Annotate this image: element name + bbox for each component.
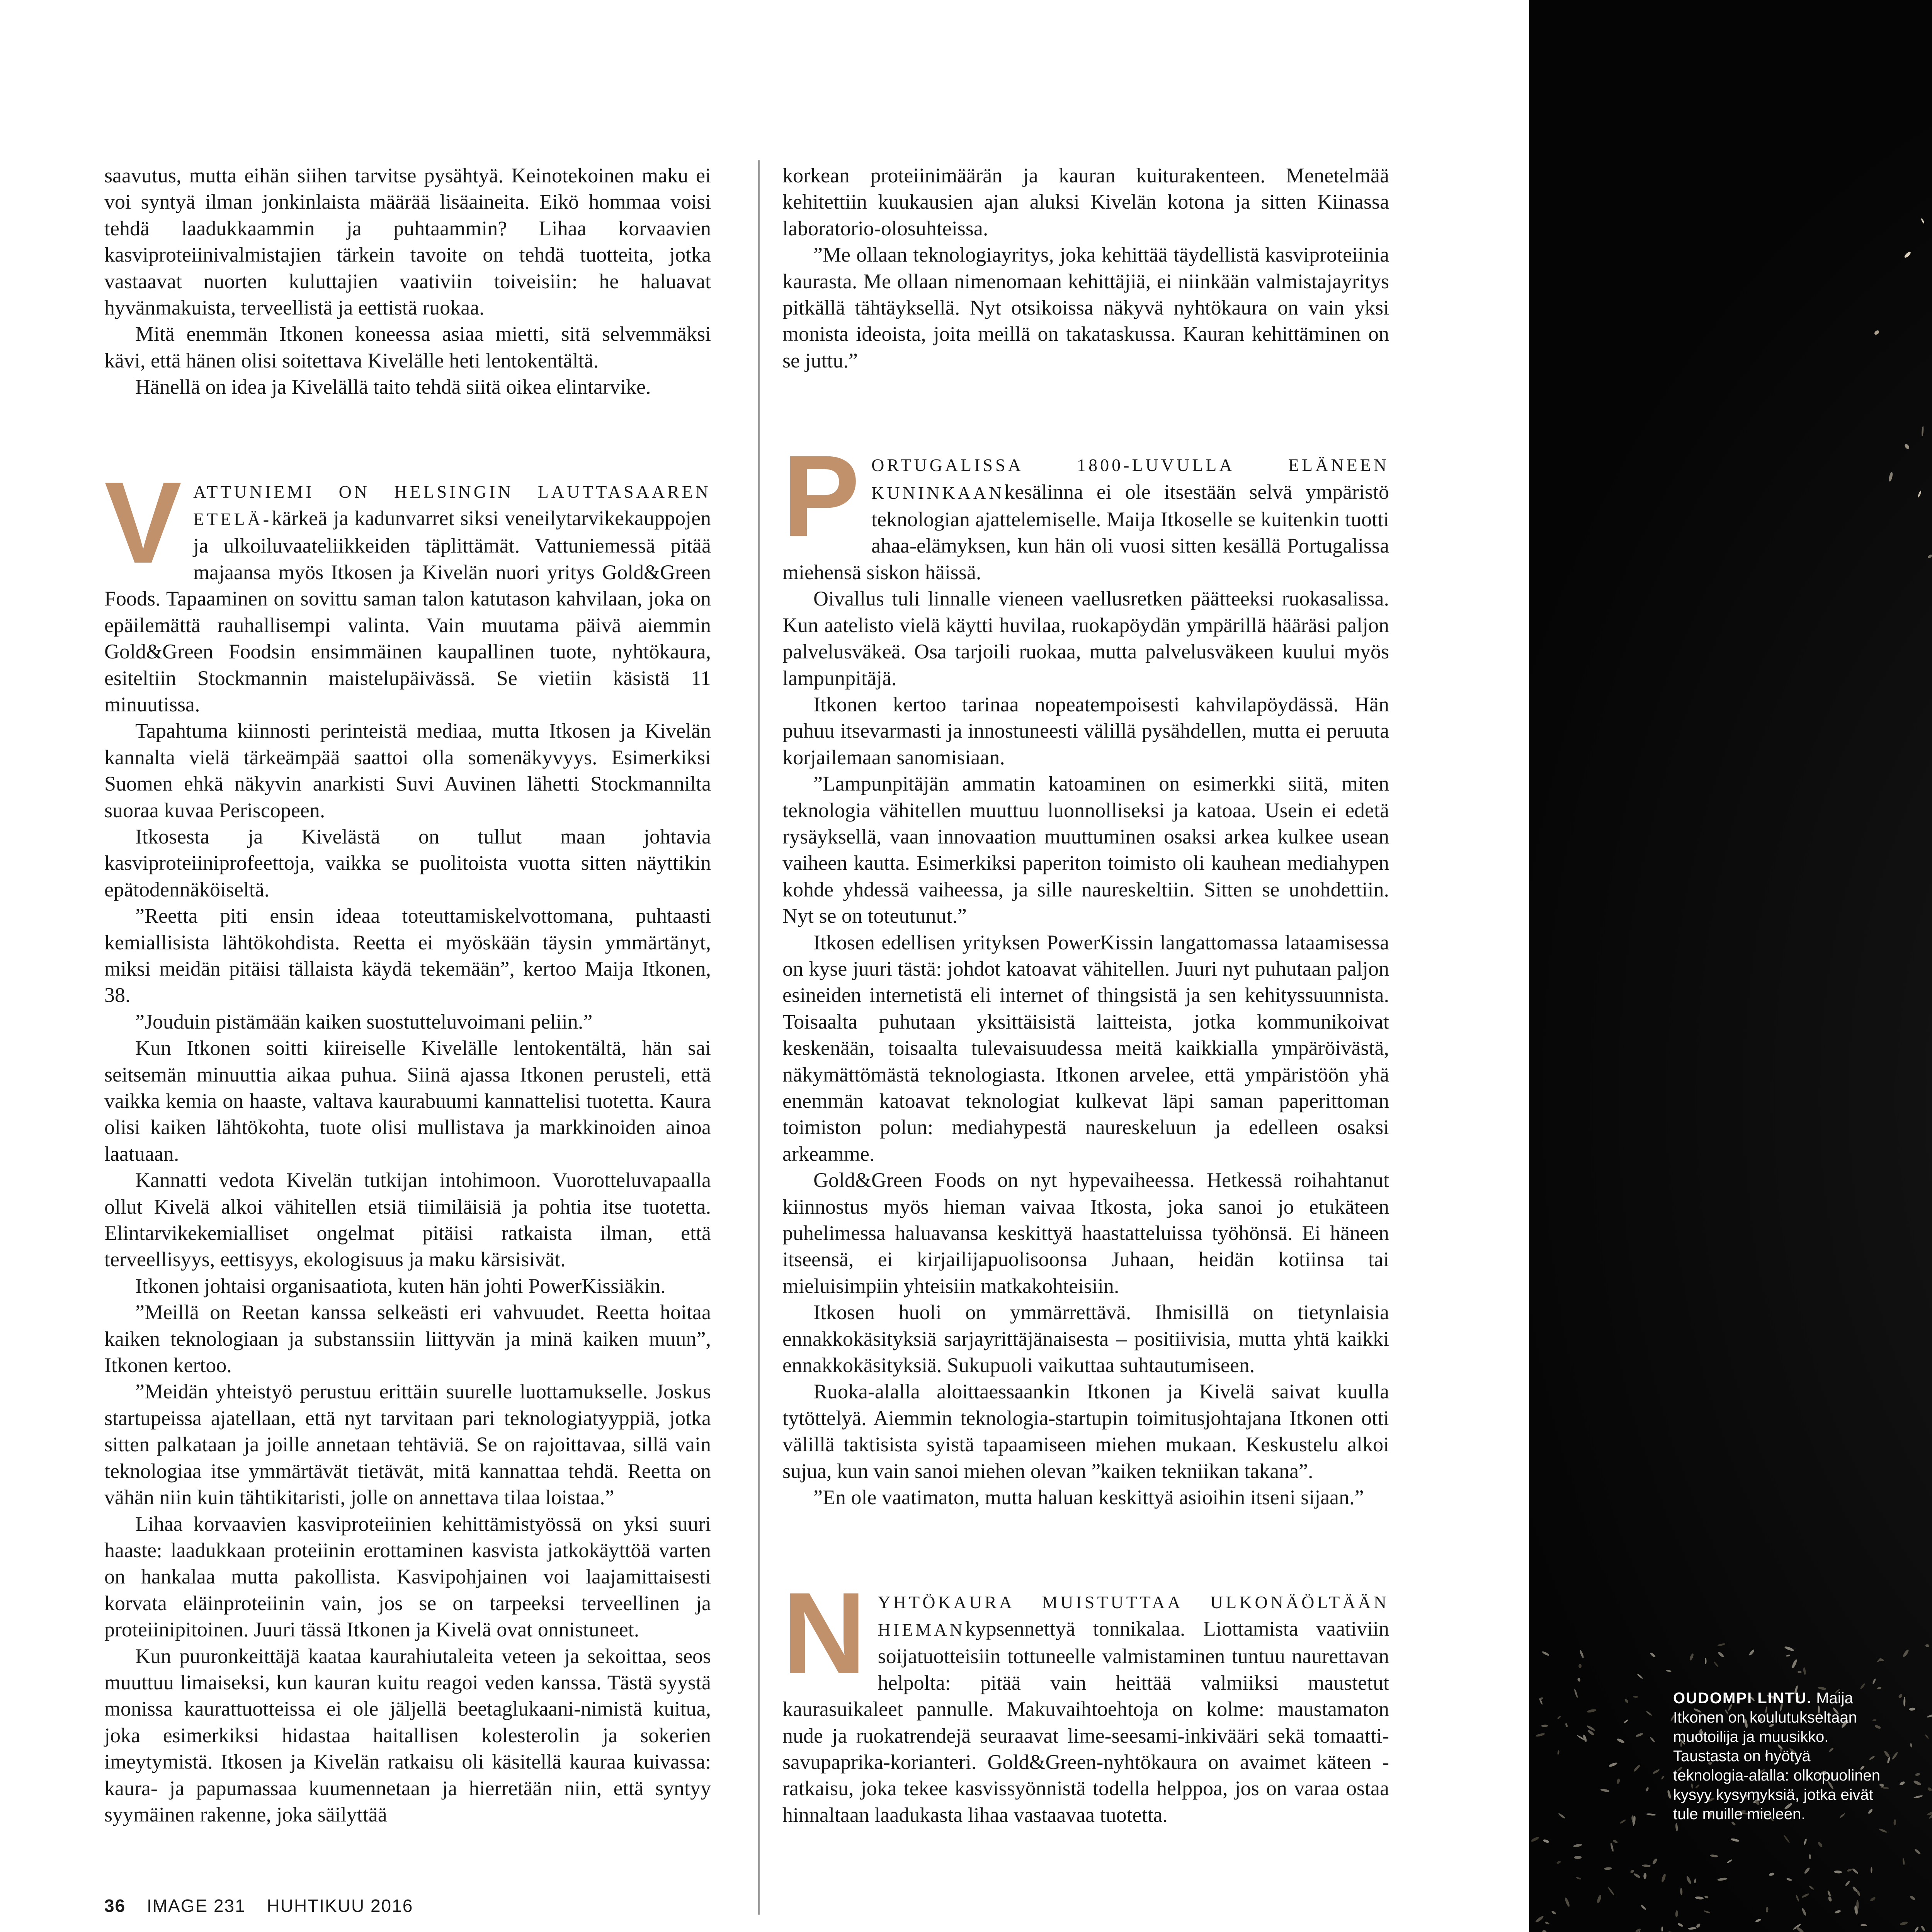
- drop-cap: V: [104, 457, 182, 587]
- photo-illustration: [1529, 0, 1932, 1932]
- issue-label: IMAGE 231: [146, 1896, 246, 1916]
- paragraph: ”En ole vaatimaton, mutta haluan keskittyä asioihin itseni sijaan.”: [813, 1486, 1364, 1509]
- paragraph: Hänellä on idea ja Kivelällä taito tehdä siitä oikea elintarvike.: [135, 375, 651, 399]
- paragraph: Ruoka-alalla aloittaessaankin Itkonen ja Kivelä saivat kuulla tytöttelyä. Aiemmin teknologia-startupin toimitusjohtajana Itkonen otti välillä taktisista syistä tapaamiseen miehen mukaan. Keskustelu alkoi sujua, kun vain sanoi miehen olevan ”kaiken tekniikan takana”.: [782, 1380, 1389, 1483]
- paragraph: Mitä enemmän Itkonen koneessa asiaa mietti, sitä selvemmäksi kävi, että hänen olisi soitettava Kivelälle heti lentokentältä.: [104, 322, 711, 372]
- paragraph: saavutus, mutta eihän siihen tarvitse pysähtyä. Keinotekoinen maku ei voi syntyä ilman jonkinlaista määrää lisäaineita. Eikö hommaa voisi tehdä laadukkaammin ja puhtaammin? Lihaa korvaavien kasviproteiinivalmistajien tärkein tavoite on tehdä tuotteita, jotka vastaavat nuorten kuluttajien vaativiin toiveisiin: he haluavat hyvänmakuista, terveellistä ja eettistä ruokaa.: [104, 164, 711, 320]
- paragraph: ”Meillä on Reetan kanssa selkeästi eri vahvuudet. Reetta hoitaa kaiken teknologiaan ja substanssiin liittyvän ja minä kaiken muun”, Itkonen kertoo.: [104, 1301, 711, 1377]
- lead-small-caps: YHTÖKAURA MUISTUTTAA ULKONÄÖLTÄÄN HIEMAN: [878, 1592, 1389, 1639]
- lead-small-caps: ORTUGALISSA 1800-LUVULLA ELÄNEEN KUNINKAAN: [871, 455, 1389, 503]
- paragraph: ”Me ollaan teknologiayritys, joka kehittää täydellistä kasviproteiinia kaurasta. Me ollaan nimenomaan kehittäjiä, ei niinkään valmistajayritys pitkällä tähtäyksellä. Nyt otsikoissa näkyvä nyhtökaura on vain yksi monista ideoista, joita meillä on takataskussa. Kauran kehittäminen on se juttu.”: [782, 243, 1389, 372]
- paragraph: Kun puuronkeittäjä kaataa kaurahiutaleita veteen ja sekoittaa, seos muuttuu limaiseksi, kun kauran kuitu reagoi veden kanssa. Tästä syystä monissa kaurattuotteissa ei ole jäljellä beetaglukaani-nimistä kuitua, joka esimerkiksi hidastaa haitallisen kolesterolin ja sokerien imeytymistä. Itkosen ja Kivelän ratkaisu oli käsitellä kauraa kuivassa: kaura- ja papumassaa kuumennetaan ja hierretään niin, että syntyy syymäinen rakenne, joka säilyttää: [104, 1644, 711, 1826]
- section-vattuniemi: [104, 457, 711, 1828]
- paragraph: Lihaa korvaavien kasviproteiinien kehittämistyössä on yksi suuri haaste: laadukkaan proteiinin erottaminen kasvista jatkokäyttöä varten on hankalaa mutta pakollista. Kasvipohjainen voi laajamittaisesti korvata eläinproteiinin vain, jos se on tarpeeksi terveellinen ja proteiinipitoinen. Juuri tässä Itkonen ja Kivelä ovat onnistuneet.: [104, 1512, 711, 1641]
- paragraph: Kannatti vedota Kivelän tutkijan intohimoon. Vuorotteluvapaalla ollut Kivelä alkoi vähitellen etsiä tiimiläisiä ja pohtia itse tuotetta. Elintarvikekemialliset ongelmat pitäisi ratkaista ilman, että terveellisyys, eettisyys, ekologisuus ja maku kärsisivät.: [104, 1168, 711, 1271]
- paragraph: Itkosen edellisen yrityksen PowerKissin langattomassa lataamisessa on kyse juuri tästä: johdot katoavat vähitellen. Juuri nyt puhutaan paljon esineiden internetistä eli internet of thingsistä ja sen kehityssuunnista. Toisaalta puhutaan yksittäisistä laitteista, jotka kommunikoivat keskenään, toisaalta tulevaisuudessa meitä kaikkialla ympäröivästä, näkymättömästä teknologiasta. Itkonen arvelee, että ympäristöön yhä enemmän katoavat teknologiat kulkevat läpi saman paperittoman toimiston polun: mediahypestä naureskeluun ja edelleen osaksi arkeamme.: [782, 930, 1389, 1165]
- paragraph: korkean proteiinimäärän ja kauran kuiturakenteen. Menetelmää kehitettiin kuukausien ajan aluksi Kivelän kotona ja sitten Kiinassa laboratorio-olosuhteissa.: [782, 164, 1389, 240]
- paragraph: Itkonen johtaisi organisaatiota, kuten hän johti PowerKissiäkin.: [135, 1274, 666, 1298]
- paragraph: ”Jouduin pistämään kaiken suostutteluvoimani peliin.”: [135, 1010, 593, 1033]
- photo-caption: [1673, 1689, 1882, 1824]
- text-column-middle: [782, 162, 1389, 1828]
- page-number: 36: [104, 1896, 126, 1916]
- paragraph: Oivallus tuli linnalle vieneen vaellusretken päätteeksi ruokasalissa. Kun aatelisto vielä käytti huvilaa, ruokapöydän ympärillä hääräsi paljon palvelusväkeä. Osa tarjoili ruokaa, mutta palvelusväkeen kuului myös lampunpitäjä.: [782, 587, 1389, 690]
- portrait-photo: [1529, 0, 1932, 1932]
- page-footer: [104, 1895, 413, 1916]
- column-divider: [758, 160, 760, 1915]
- drop-cap: P: [782, 431, 860, 561]
- paragraph: ”Meidän yhteistyö perustuu erittäin suurelle luottamukselle. Joskus startupeissa ajatellaan, että nyt tarvitaan pari teknologiatyyppiä, jotka sitten palkataan ja joille annetaan tehtäviä. Se on rajoittavaa, sillä vain teknologiaa itse ymmärtävät tietävät, mitä kannattaa tehdä. Reetta on vähän niin kuin tähtikitaristi, jolle on annettava tilaa loistaa.”: [104, 1380, 711, 1509]
- lead-text: kypsennettyä tonnikalaa. Liottamista vaativiin soijatuotteisiin tottuneelle valmistaminen tuntuu naurettavan helpolta: pitää vain heittää valmiiksi maustetut kaurasuikaleet pannulle. Makuvaihtoehtoja on kolme: maustamaton nude ja ruokatrendejä seuraavat lime-seesami-inkivääri sekä tomaatti-savupaprika-korianteri. Gold&Green-nyhtökaura on avaimet käteen -ratkaisu, joka tekee kasvissyönnistä todella helppoa, jos on varaa ostaa hinnaltaan laadukasta lihaa vastaavaa tuotetta.: [782, 1617, 1389, 1827]
- lead-text: kesälinna ei ole itsestään selvä ympäristö teknologian ajattelemiselle. Maija Itkoselle se kuitenkin tuotti ahaa-elämyksen, kun hän oli vuosi sitten kesällä Portugalissa miehensä siskon häissä.: [782, 480, 1389, 584]
- section-nyhtokaura: [782, 1568, 1389, 1828]
- caption-heading: OUDOMPI LINTU.: [1673, 1690, 1812, 1707]
- issue-date: HUHTIKUU 2016: [267, 1896, 413, 1916]
- lead-small-caps: ATTUNIEMI ON HELSINGIN LAUTTASAAREN ETELÄ-: [193, 481, 711, 529]
- paragraph: Itkosen huoli on ymmärrettävä. Ihmisillä on tietynlaisia ennakkokäsityksiä sarjayrittäjänaisesta – positiivisia, mutta yhtä kaikki ennakkokäsityksiä. Sukupuoli vaikuttaa suhtautumiseen.: [782, 1301, 1389, 1377]
- section-portugal: [782, 431, 1389, 1510]
- paragraph: Tapahtuma kiinnosti perinteistä mediaa, mutta Itkosen ja Kivelän kannalta vielä tärkeämpää saattoi olla somenäkyvyys. Esimerkiksi Suomen ehkä näkyvin anarkisti Suvi Auvinen lähetti Stockmannilta suoraa kuvaa Periscopeen.: [104, 719, 711, 822]
- section-lead: [782, 431, 1389, 585]
- paragraph: ”Reetta piti ensin ideaa toteuttamiskelvottomana, puhtaasti kemiallisista lähtökohdista. Reetta ei myöskään täysin ymmärtänyt, miksi meidän pitäisi tällaista käydä tekemään”, kertoo Maija Itkonen, 38.: [104, 904, 711, 1007]
- section-lead: [104, 457, 711, 718]
- text-column-left: [104, 162, 711, 1828]
- paragraph: Itkosesta ja Kivelästä on tullut maan johtavia kasviproteiiniprofeettoja, vaikka se puolitoista vuotta sitten näyttikin epätodennäköiseltä.: [104, 825, 711, 901]
- caption-text: Maija Itkonen on koulutukseltaan muotoilija ja muusikko. Taustasta on hyötyä teknologia-alalla: olkopuolinen kysyy kysymyksiä, jotka eivät tule muille mieleen.: [1673, 1690, 1880, 1823]
- paragraph: Itkonen kertoo tarinaa nopeatempoisesti kahvilapöydässä. Hän puhuu itsevarmasti ja innostuneesti välillä pysähdellen, mutta ei peruuta korjailemaan sanomisiaan.: [782, 692, 1389, 769]
- drop-cap: N: [782, 1568, 866, 1698]
- paragraph: ”Lampunpitäjän ammatin katoaminen on esimerkki siitä, miten teknologia vähitellen muuttuu luonnolliseksi ja katoaa. Usein ei edetä rysäyksellä, vaan innovaation muuttuminen osaksi arkea kulkee usean vaiheen kautta. Esimerkiksi paperiton toimisto oli kauhean mediahypen kohde yhdessä vaiheessa, ja sille naureskeltiin. Sitten se unohdettiin. Nyt se on toteutunut.”: [782, 772, 1389, 928]
- paragraph: Kun Itkonen soitti kiireiselle Kivelälle lentokentältä, hän sai seitsemän minuuttia aikaa puhua. Siinä ajassa Itkonen perusteli, että vaikka kemia on haaste, valtava kaurabuumi kannattelisi tuotetta. Kaura olisi kaiken lähtökohta, tuote olisi mullistava ja markkinoiden ainoa laatuaan.: [104, 1036, 711, 1165]
- section-lead: [782, 1568, 1389, 1828]
- paragraph: Gold&Green Foods on nyt hypevaiheessa. Hetkessä roihahtanut kiinnostus myös hieman vaivaa Itkosta, joka sanoi jo etukäteen puhelimessa haluavansa keskittyä haastatteluissa työhönsä. Ei häneen itseensä, ei kirjailijapuolisoonsa Juhaan, heidän kotiinsa tai mieluisimpiin yhteisiin matkakohteisiin.: [782, 1168, 1389, 1298]
- photo-background: [1529, 0, 1932, 1932]
- lead-text: kärkeä ja kadunvarret siksi veneilytarvikekauppojen ja ulkoiluvaateliikkeiden täplittämät. Vattuniemessä pitää majaansa myös Itkosen ja Kivelän nuori yritys Gold&Green Foods. Tapaaminen on sovittu saman talon katutason kahvilaan, joka on epäilemättä rauhallisempi valinta. Vain muutama päivä aiemmin Gold&Green Foodsin ensimmäinen kaupallinen tuote, nyhtökaura, esiteltiin Stockmannin maistelupäivässä. Se vietiin käsistä 11 minuutissa.: [104, 507, 711, 716]
